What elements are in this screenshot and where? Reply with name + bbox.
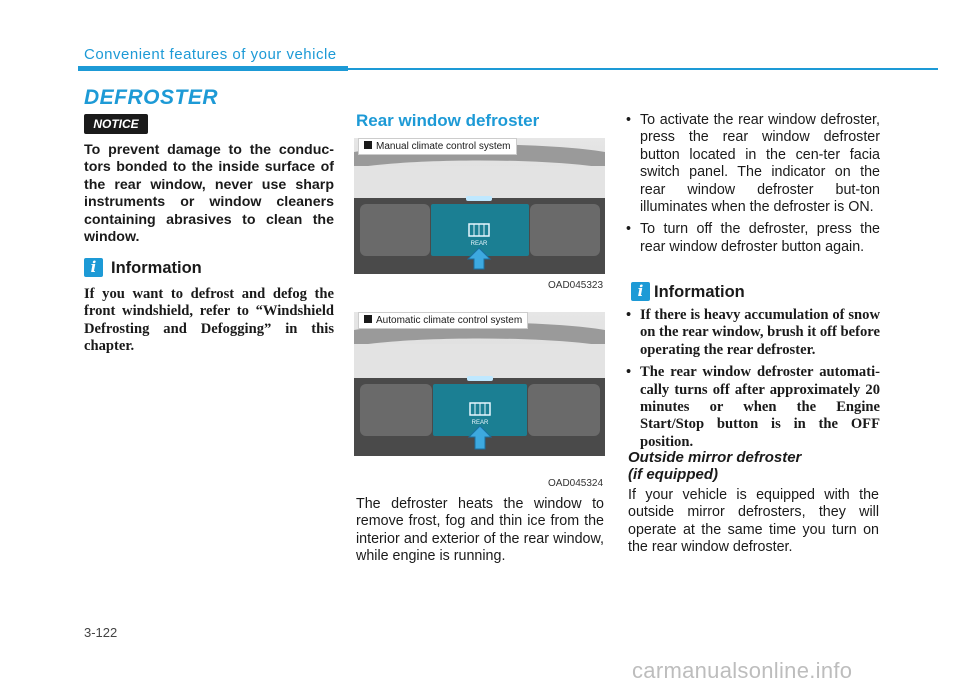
outside-mirror-title: Outside mirror defroster (if equipped) xyxy=(628,449,802,484)
running-header: Convenient features of your vehicle xyxy=(84,46,337,63)
info-bullets xyxy=(626,307,880,456)
svg-text:REAR: REAR xyxy=(471,420,489,426)
list-item: • To turn off the defroster, press the rear window defroster button again. xyxy=(626,221,880,256)
outside-mirror-body: If your vehicle is equipped with the outside mirror defrosters, they will operate at the same time you turn on the rear window defroster. xyxy=(628,487,879,556)
manual-climate-panel-figure xyxy=(354,138,605,274)
info-title: Information xyxy=(654,283,745,301)
activation-bullets xyxy=(626,112,880,261)
section-title: DEFROSTER xyxy=(84,86,219,109)
figure-code: OAD045323 xyxy=(548,280,604,291)
page-number: 3-122 xyxy=(84,625,118,640)
header-rule-thin xyxy=(348,68,938,70)
header-rule-thick xyxy=(78,66,348,71)
list-item: • The rear window defroster automati-cally turns off after approximately 20 minutes or when the Engine Start/Stop button is in the OFF position. xyxy=(626,364,880,451)
info-icon: i xyxy=(84,258,103,277)
panel-label: Automatic climate control system xyxy=(358,312,528,329)
panel-illustration xyxy=(354,312,605,456)
watermark: carmanualsonline.info xyxy=(632,658,853,683)
rear-defroster-body: The defroster heats the window to remove frost, fog and thin ice from the interior and exterior of the rear window, while engine is running. xyxy=(356,496,604,565)
automatic-climate-panel-figure xyxy=(354,312,605,456)
panel-label: Manual climate control system xyxy=(358,138,517,155)
notice-badge: NOTICE xyxy=(84,114,148,134)
info-text: If you want to defrost and defog the front windshield, refer to “Windshield Defrosting and Defogging” in this chapter. xyxy=(84,286,334,355)
panel-illustration xyxy=(354,138,605,274)
info-icon: i xyxy=(631,282,650,301)
notice-text: To prevent damage to the conduc-tors bonded to the inside surface of the rear window, never use sharp instruments or window cleaners containing abrasives to clean the window. xyxy=(84,142,334,246)
rear-defroster-title: Rear window defroster xyxy=(356,111,540,130)
list-item: • If there is heavy accumulation of snow on the rear window, brush it off before operating the rear defroster. xyxy=(626,307,880,359)
svg-text:REAR: REAR xyxy=(470,241,488,247)
figure-code: OAD045324 xyxy=(548,478,604,489)
list-item: • To activate the rear window defroster, press the rear window defroster button located in the cen-ter facia switch panel. The indicator on the rear window defroster but-ton illuminates when the defroster is ON. xyxy=(626,112,880,216)
info-title: Information xyxy=(111,259,202,277)
